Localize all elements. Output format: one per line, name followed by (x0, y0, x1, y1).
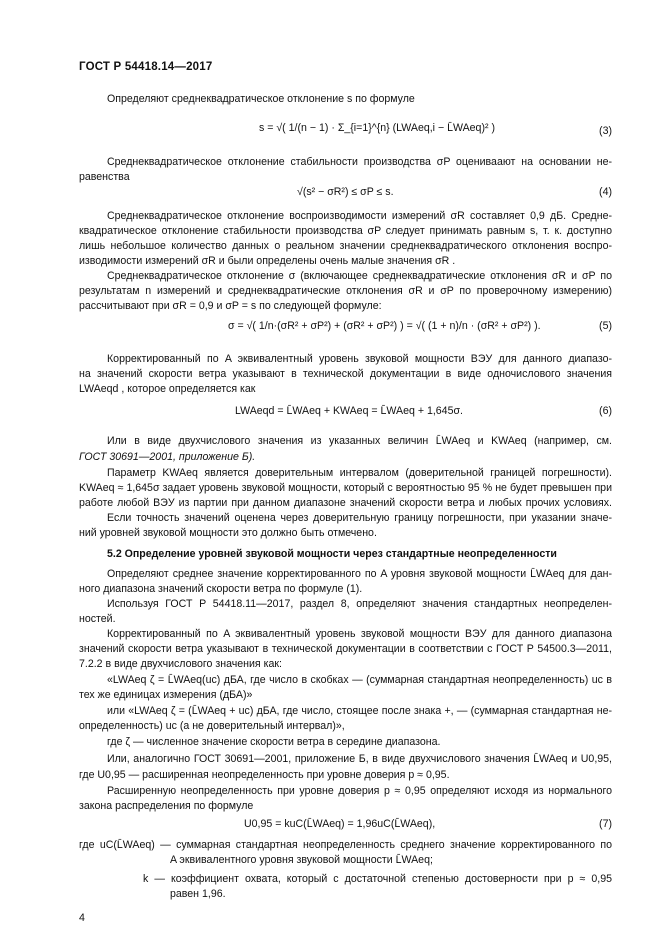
text-line: или «LWAeq ζ = (L̄WAeq + uc) дБА, где число, стоящее после знака +, — (суммарная стандартная не- (107, 705, 612, 717)
formula-4: √(s² − σR²) ≤ σP ≤ s. (297, 186, 394, 198)
text-line: LWAeqd , которое определяется как (79, 383, 256, 395)
text-line: Или в виде двухчислового значения из указанных величин L̄WAeq и KWAeq (например, см. (107, 435, 612, 447)
formula-number: (4) (599, 186, 612, 198)
text-line: Среднеквадратическое отклонение σ (включающее среднеквадратические отклонения σR и σP по (107, 270, 612, 282)
text-line: тех же единицах измерения (дБА)» (79, 689, 253, 701)
text-line: A эквивалентного уровня звуковой мощности L̄WAeq; (170, 854, 433, 866)
text-line: ний уровней звуковой мощности это должно быть отмечено. (79, 527, 377, 539)
text-line: ГОСТ 30691—2001, приложение Б). (79, 451, 256, 463)
formula-7: U0,95 = kuC(L̄WAeq) = 1,96uC(L̄WAeq), (244, 818, 436, 830)
text-line: результатам n измерений и среднеквадратические отклонения σR и σP по проверочному измерению) (79, 285, 612, 297)
text-line: Или, аналогично ГОСТ 30691—2001, приложение Б, в виде двухчислового значения L̄WAeq и U0,95, (107, 753, 612, 765)
formula-5: σ = √( 1/n·(σR² + σP²) + (σR² + σP²) ) = √( (1 + n)/n · (σR² + σP²) ). (228, 320, 541, 332)
text-line: Если точность значений оценена через доверительную границу погрешности, при указании значе- (107, 512, 612, 524)
text-line: квадратическое отклонение стабильности производства σP следует принимать равным s, т. к. доступно (79, 225, 612, 237)
text-line: определенность) uc (а не доверительный интервал)», (79, 720, 345, 732)
text-line: где uC(L̄WAeq) — суммарная стандартная неопределенность среднего значение корректированного по (79, 839, 612, 851)
text-line: «LWAeq ζ = L̄WAeq(uc) дБА, где число в скобках — (суммарная стандартная неопределенность) uc в (107, 674, 612, 686)
text-line: равен 1,96. (170, 888, 226, 900)
text-line: изводимости измерений σR и были определены очень малые значения σR . (79, 255, 456, 267)
text-line: Расширенную неопределенность при уровне доверия p ≈ 0,95 определяют исходя из нормального (107, 785, 612, 797)
text-line: ного диапазона значений скорости ветра по формуле (1). (79, 583, 363, 595)
formula-number: (6) (599, 405, 612, 417)
text-line: закона распределения по формуле (79, 800, 254, 812)
text-line: Корректированный по A эквивалентный уровень звуковой мощности ВЭУ для данного диапазона (107, 628, 612, 640)
text-line: k — коэффициент охвата, который с достаточной степенью достоверности при p ≈ 0,95 (143, 873, 612, 885)
formula-number: (7) (599, 818, 612, 830)
formula-number: (5) (599, 320, 612, 332)
text-line: KWAeq ≈ 1,645σ задает уровень звуковой мощности, который с вероятностью 95 % не будет превышен при (79, 482, 612, 494)
text-line: ностей. (79, 613, 116, 625)
section-title: 5.2 Определение уровней звуковой мощности через стандартные неопределенности (107, 548, 557, 560)
text-line: Корректированный по A эквивалентный уровень звуковой мощности ВЭУ для данного диапазо- (107, 353, 612, 365)
text-line: где ζ — численное значение скорости ветра в середине диапазона. (107, 736, 441, 748)
formula-3: s = √( 1/(n − 1) · Σ_{i=1}^{n} (LWAeq,i − L̄WAeq)² ) (259, 122, 495, 134)
text-line: 7.2.2 в виде двухчислового значения как: (79, 658, 282, 670)
text-line: где U0,95 — расширенная неопределенность при уровне доверия p ≈ 0,95. (79, 769, 450, 781)
text-line: Определяют среднеквадратическое отклонение s по формуле (107, 93, 415, 105)
text-line: Используя ГОСТ Р 54418.11—2017, раздел 8, определяют значения стандартных неопределен- (107, 598, 612, 610)
text-line: на значений скорости ветра указывают в технической документации в виде одночислового значения (79, 368, 612, 380)
text-line: Определяют среднее значение корректированного по A уровня звуковой мощности L̄WAeq для дан- (107, 568, 612, 580)
document-header: ГОСТ Р 54418.14—2017 (79, 61, 213, 73)
text-line: лишь небольшое количество данных о реальном значении среднеквадратического отклонения воспро- (79, 240, 612, 252)
formula-6: LWAeqd = L̄WAeq + KWAeq = L̄WAeq + 1,645σ. (235, 405, 463, 417)
text-line: рассчитывают при σR = 0,9 и σP = s по следующей формуле: (79, 300, 382, 312)
text-line: Среднеквадратическое отклонение воспроизводимости измерений σR составляет 0,9 дБ. Средне- (107, 210, 612, 222)
formula-number: (3) (599, 125, 612, 137)
text-line: работе любой ВЭУ из партии при данном диапазоне значений скорости ветра и любых прочих условиях. (79, 497, 612, 509)
text-line: равенства (79, 171, 130, 183)
text-line: Среднеквадратическое отклонение стабильности производства σP оцениваают на основании не- (107, 156, 612, 168)
text-line: Параметр KWAeq является доверительным интервалом (доверительной границей погрешности). (107, 467, 612, 479)
text-line: значений скорости ветра указывают в технической документации в соответствии с ГОСТ Р 54500.3—2011, (79, 643, 612, 655)
page-number: 4 (79, 912, 85, 924)
